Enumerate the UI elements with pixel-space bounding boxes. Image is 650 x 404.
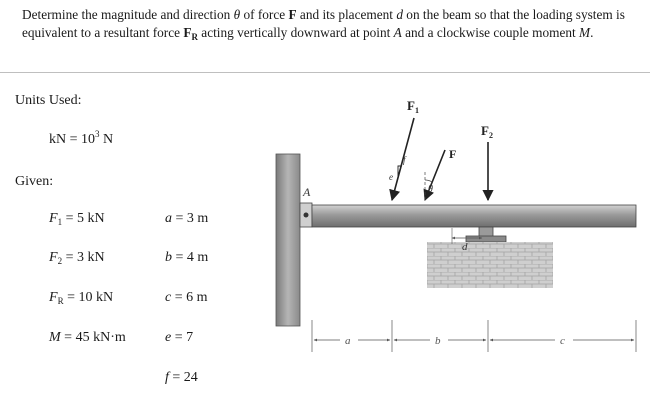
given-b: b = 4 m bbox=[165, 250, 209, 265]
given-M: M = 45 kN·m bbox=[49, 330, 126, 345]
units-definition: kN = $10^3$ N bbox=[49, 129, 114, 147]
label-f: f bbox=[403, 155, 406, 165]
given-c: c = 6 m bbox=[165, 290, 208, 305]
label-e: e bbox=[389, 172, 393, 182]
point-A-symbol: A bbox=[393, 25, 402, 40]
label-theta: θ bbox=[428, 184, 433, 195]
given-heading: Given: bbox=[15, 174, 54, 189]
d-symbol: d bbox=[396, 7, 403, 22]
given-F2: $F_2 = 3$ kN bbox=[49, 250, 105, 266]
label-A: A bbox=[303, 185, 311, 199]
resultant-force-symbol: F bbox=[183, 25, 192, 40]
given-f: f = 24 bbox=[165, 370, 198, 385]
label-F1: $F_1$ bbox=[407, 98, 419, 115]
support-pin bbox=[304, 213, 309, 218]
label-F: F bbox=[449, 147, 457, 161]
theta-arc bbox=[425, 180, 432, 182]
problem-statement: Determine the magnitude and direction θ of force F and its placement d on the beam so that the loading system is equivalent to a resultant force $F_R$ acting vertically downward at point A and a clockwise couple moment M. bbox=[22, 7, 625, 42]
pedestal bbox=[479, 227, 493, 237]
ground-masonry bbox=[427, 242, 553, 288]
pedestal-base bbox=[466, 236, 506, 242]
given-F1: $F_1 = 5$ kN bbox=[49, 211, 105, 227]
force-F-symbol: F bbox=[288, 7, 297, 22]
theta-symbol: θ bbox=[233, 7, 241, 22]
units-heading: Units Used: bbox=[15, 93, 82, 108]
label-dim-c: c bbox=[560, 335, 565, 347]
label-dim-b: b bbox=[435, 335, 441, 347]
given-FR: $F_R = 10$ kN bbox=[49, 290, 114, 306]
moment-M-symbol: M bbox=[579, 25, 591, 40]
wall bbox=[276, 154, 300, 326]
beam bbox=[312, 205, 636, 227]
label-d: d bbox=[462, 241, 468, 253]
label-dim-a: a bbox=[345, 335, 351, 347]
given-a: a = 3 m bbox=[165, 211, 209, 226]
given-e: e = 7 bbox=[165, 330, 194, 345]
label-F2: $F_2$ bbox=[481, 123, 493, 140]
